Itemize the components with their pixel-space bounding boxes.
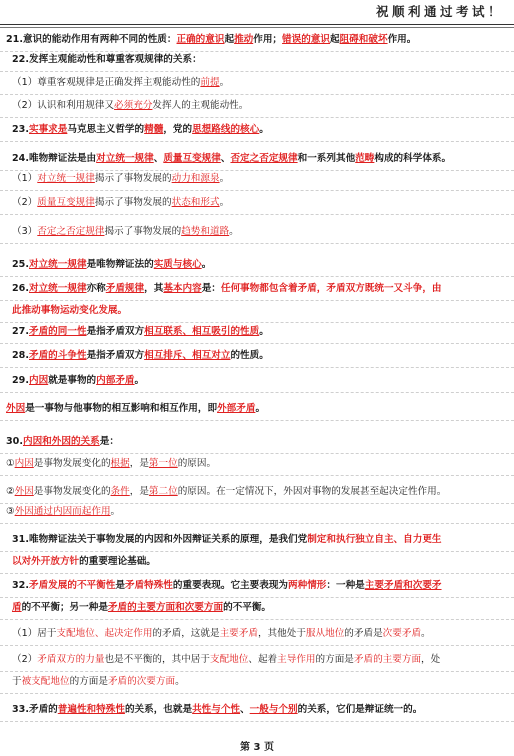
- highlight-term: 趋势和道路: [181, 226, 230, 237]
- highlight-term: 实事求是: [29, 124, 68, 135]
- text-segment: 23.: [12, 124, 29, 135]
- highlight-term: 推动: [234, 34, 254, 45]
- text-segment: 和一系列其他: [297, 153, 356, 164]
- text-segment: 是指矛盾双方: [86, 326, 145, 337]
- highlight-term: 否定之否定规律: [230, 153, 298, 164]
- text-segment: ①: [6, 458, 15, 469]
- highlight-term: 被支配地位: [21, 676, 70, 687]
- text-segment: （1）尊重客观规律是正确发挥主观能动性的: [12, 77, 201, 88]
- text-line: [0, 625, 514, 646]
- text-segment: 、: [153, 153, 164, 164]
- text-segment: 揭示了事物发展的: [94, 197, 172, 208]
- highlight-term: 共性与个性: [192, 704, 241, 715]
- highlight-term: 内因: [14, 458, 34, 469]
- text-line: [0, 97, 514, 118]
- text-line: [0, 256, 514, 277]
- highlight-term: 对立统一规律: [37, 173, 95, 184]
- text-segment: 的原因。在一定情况下，外因对事物的发展甚至起决定性作用。: [177, 486, 447, 497]
- highlight-term: 正确的意识: [176, 34, 225, 45]
- text-segment: 揭示了事物发展的: [94, 173, 172, 184]
- highlight-term: 矛盾的同一性: [29, 326, 87, 337]
- highlight-term: 否定之否定规律: [37, 226, 105, 237]
- text-segment: 。: [201, 259, 212, 270]
- text-segment: 作用；: [253, 34, 283, 45]
- text-segment: 的重要表现。它主要表现为: [172, 580, 289, 591]
- text-segment: 。: [259, 326, 269, 337]
- text-segment: 是事物发展变化的: [33, 486, 111, 497]
- highlight-term: 相互排斥、相互对立: [144, 350, 231, 361]
- highlight-term: 主要矛盾: [219, 628, 258, 639]
- text-segment: 就是事物的: [48, 375, 97, 386]
- text-segment: 28.: [12, 350, 29, 361]
- text-segment: 24.唯物辩证法是由: [12, 153, 97, 164]
- text-line: [0, 400, 514, 421]
- text-segment: 是指矛盾双方: [86, 350, 145, 361]
- text-segment: 21.意识的能动作用有两种不同的性质：: [6, 34, 177, 45]
- text-segment: 的原因。: [177, 458, 217, 469]
- highlight-term: 前提: [200, 77, 220, 88]
- text-line: [0, 150, 514, 171]
- text-segment: 。: [259, 124, 269, 135]
- text-segment: 25.: [12, 259, 29, 270]
- text-segment: 的性质。: [230, 350, 269, 361]
- highlight-term: 动力和源泉: [171, 173, 220, 184]
- text-segment: 的不平衡；另一种是: [21, 602, 108, 613]
- text-segment: 是唯物辩证法的: [86, 259, 154, 270]
- highlight-term: 任何事物都包含着矛盾，矛盾双方既统一又斗争，由: [220, 283, 442, 294]
- text-segment: （2）: [12, 197, 38, 208]
- text-line: [0, 553, 514, 574]
- text-line: [0, 31, 514, 52]
- highlight-term: 外因通过内因而起作用: [14, 506, 111, 517]
- text-segment: 的矛盾是: [344, 628, 383, 639]
- text-segment: 也是不平衡的，其中居于: [104, 654, 210, 665]
- text-segment: （2）认识和利用规律又: [12, 100, 115, 111]
- text-line: [0, 194, 514, 215]
- highlight-term: 对立统一规律: [29, 283, 87, 294]
- text-segment: 30.: [6, 436, 23, 447]
- text-segment: 的关系，也就是: [124, 704, 193, 715]
- text-line: [0, 503, 514, 524]
- highlight-term: 服从地位: [305, 628, 345, 639]
- text-segment: （2）: [12, 654, 38, 665]
- highlight-term: 两种情形: [288, 580, 327, 591]
- highlight-term: 此推动事物运动变化发展。: [12, 305, 128, 316]
- text-segment: ，其: [144, 283, 164, 294]
- text-segment: 32.: [12, 580, 29, 591]
- text-segment: 。: [421, 628, 431, 639]
- highlight-term: 普遍性和特殊性: [57, 704, 125, 715]
- highlight-term: 矛盾的主要方面: [353, 654, 422, 665]
- text-line: [0, 223, 514, 244]
- text-segment: 是一事物与他事物的相互影响和相互作用，即: [25, 403, 218, 414]
- text-segment: 。: [175, 676, 185, 687]
- highlight-term: 思想路线的核心: [192, 124, 260, 135]
- text-segment: ②: [6, 486, 15, 497]
- text-segment: ，处: [421, 654, 441, 665]
- highlight-term: 条件: [110, 486, 130, 497]
- highlight-term: 内因和外因的关系: [23, 436, 100, 447]
- highlight-term: 阻碍和破坏: [339, 34, 388, 45]
- highlight-term: 质量互变规律: [163, 153, 221, 164]
- text-line: [0, 483, 514, 504]
- highlight-term: 一般与个别: [249, 704, 298, 715]
- text-line: [0, 455, 514, 476]
- text-segment: 。: [255, 403, 266, 414]
- text-segment: 作用。: [387, 34, 417, 45]
- highlight-term: 根据: [110, 458, 130, 469]
- text-segment: 。: [219, 197, 230, 208]
- text-segment: 。: [219, 173, 230, 184]
- text-segment: 、: [240, 704, 250, 715]
- text-segment: 的矛盾，这就是: [152, 628, 220, 639]
- highlight-term: 矛盾的斗争性: [29, 350, 87, 361]
- text-segment: ，其他处于: [257, 628, 306, 639]
- text-segment: ：一种是: [326, 580, 365, 591]
- text-segment: （3）: [12, 226, 38, 237]
- text-segment: 。: [219, 77, 230, 88]
- highlight-term: 矛盾特殊性: [124, 580, 173, 591]
- text-line: [0, 347, 514, 368]
- text-segment: （1）: [12, 173, 38, 184]
- highlight-term: 矛盾的主要方面和次要方面: [107, 602, 224, 613]
- text-segment: 发挥人的主观能动性。: [152, 100, 249, 111]
- highlight-term: 第一位: [148, 458, 178, 469]
- highlight-term: 次要矛盾: [382, 628, 422, 639]
- text-segment: 揭示了事物发展的: [104, 226, 182, 237]
- highlight-term: 第二位: [148, 486, 178, 497]
- text-segment: 是: [115, 580, 125, 591]
- header-rule-thin: [0, 27, 514, 28]
- text-segment: 31.唯物辩证法关于事物发展的内因和外因辩证关系的原理，是我们党: [12, 534, 308, 545]
- text-segment: 构成的科学体系。: [374, 153, 452, 164]
- text-segment: 亦称: [86, 283, 106, 294]
- text-line: [0, 372, 514, 393]
- text-segment: 是：: [99, 436, 119, 447]
- text-segment: 27.: [12, 326, 29, 337]
- text-segment: 起: [330, 34, 340, 45]
- highlight-term: 错误的意识: [282, 34, 330, 45]
- highlight-term: 范畴: [355, 153, 375, 164]
- text-segment: ③: [6, 506, 15, 517]
- text-segment: ，是: [129, 458, 149, 469]
- highlight-term: 相互联系、相互吸引的性质: [144, 326, 260, 337]
- text-segment: 26.: [12, 283, 29, 294]
- highlight-term: 盾: [12, 602, 22, 613]
- text-line: [0, 323, 514, 344]
- text-segment: （1）居于: [12, 628, 57, 639]
- text-segment: 起: [224, 34, 235, 45]
- highlight-term: 精髓: [144, 124, 164, 135]
- highlight-term: 质量互变规律: [37, 197, 95, 208]
- text-segment: 、: [220, 153, 231, 164]
- highlight-term: 内因: [29, 375, 49, 386]
- text-line: [0, 577, 514, 598]
- highlight-term: 主要矛盾和次要矛: [364, 580, 442, 591]
- text-segment: 的不平衡。: [223, 602, 272, 613]
- text-segment: 是：: [201, 283, 221, 294]
- highlight-term: 矛盾发展的不平衡性: [29, 580, 116, 591]
- text-segment: ，是: [129, 486, 149, 497]
- text-line: [0, 673, 514, 694]
- text-segment: 。: [110, 506, 121, 517]
- text-segment: 的方面是: [315, 654, 354, 665]
- text-segment: 于: [12, 676, 22, 687]
- highlight-term: 对立统一规律: [96, 153, 154, 164]
- text-segment: 29.: [12, 375, 29, 386]
- text-line: [0, 121, 514, 142]
- text-line: [0, 651, 514, 672]
- highlight-term: 矛盾的次要方面: [107, 676, 176, 687]
- highlight-term: 外因: [14, 486, 34, 497]
- text-line: [0, 433, 514, 454]
- highlight-term: 支配地位: [209, 654, 249, 665]
- text-line: [0, 701, 514, 722]
- text-line: [0, 170, 514, 191]
- page-number: 第 3 页: [240, 742, 274, 753]
- text-segment: 22.发挥主观能动性和尊重客观规律的关系：: [12, 54, 202, 65]
- text-segment: 33.矛盾的: [12, 704, 58, 715]
- highlight-term: 基本内容: [163, 283, 202, 294]
- highlight-term: 制定和执行独立自主、自力更生: [307, 534, 442, 545]
- highlight-term: 外因: [6, 403, 26, 414]
- highlight-term: 对立统一规律: [29, 259, 87, 270]
- text-segment: 的重要理论基础。: [79, 556, 156, 567]
- text-segment: 。: [134, 375, 145, 386]
- highlight-term: 必须充分: [114, 100, 153, 111]
- highlight-term: 以对外开放方针: [12, 556, 80, 567]
- highlight-term: 实质与核心: [153, 259, 202, 270]
- text-segment: 的关系，它们是辩证统一的。: [297, 704, 423, 715]
- text-line: [0, 599, 514, 620]
- text-segment: 。: [229, 226, 239, 237]
- text-segment: 马克思主义哲学的: [67, 124, 145, 135]
- text-line: [0, 531, 514, 552]
- highlight-term: 矛盾规律: [105, 283, 145, 294]
- text-segment: ，党的: [163, 124, 193, 135]
- text-line: [0, 74, 514, 95]
- highlight-term: 状态和形式: [171, 197, 220, 208]
- highlight-term: 外部矛盾: [217, 403, 256, 414]
- text-line: [0, 280, 514, 301]
- header-rule: [0, 24, 514, 25]
- highlight-term: 主导作用: [277, 654, 316, 665]
- text-line: [0, 51, 514, 72]
- text-segment: 是事物发展变化的: [33, 458, 111, 469]
- header-wish: 祝顺利通过考试！: [375, 4, 504, 19]
- text-segment: 的方面是: [69, 676, 108, 687]
- highlight-term: 支配地位、起决定作用: [56, 628, 153, 639]
- highlight-term: 矛盾双方的力量: [37, 654, 105, 665]
- highlight-term: 内部矛盾: [96, 375, 135, 386]
- text-line: [0, 302, 514, 323]
- text-segment: 、起着: [248, 654, 278, 665]
